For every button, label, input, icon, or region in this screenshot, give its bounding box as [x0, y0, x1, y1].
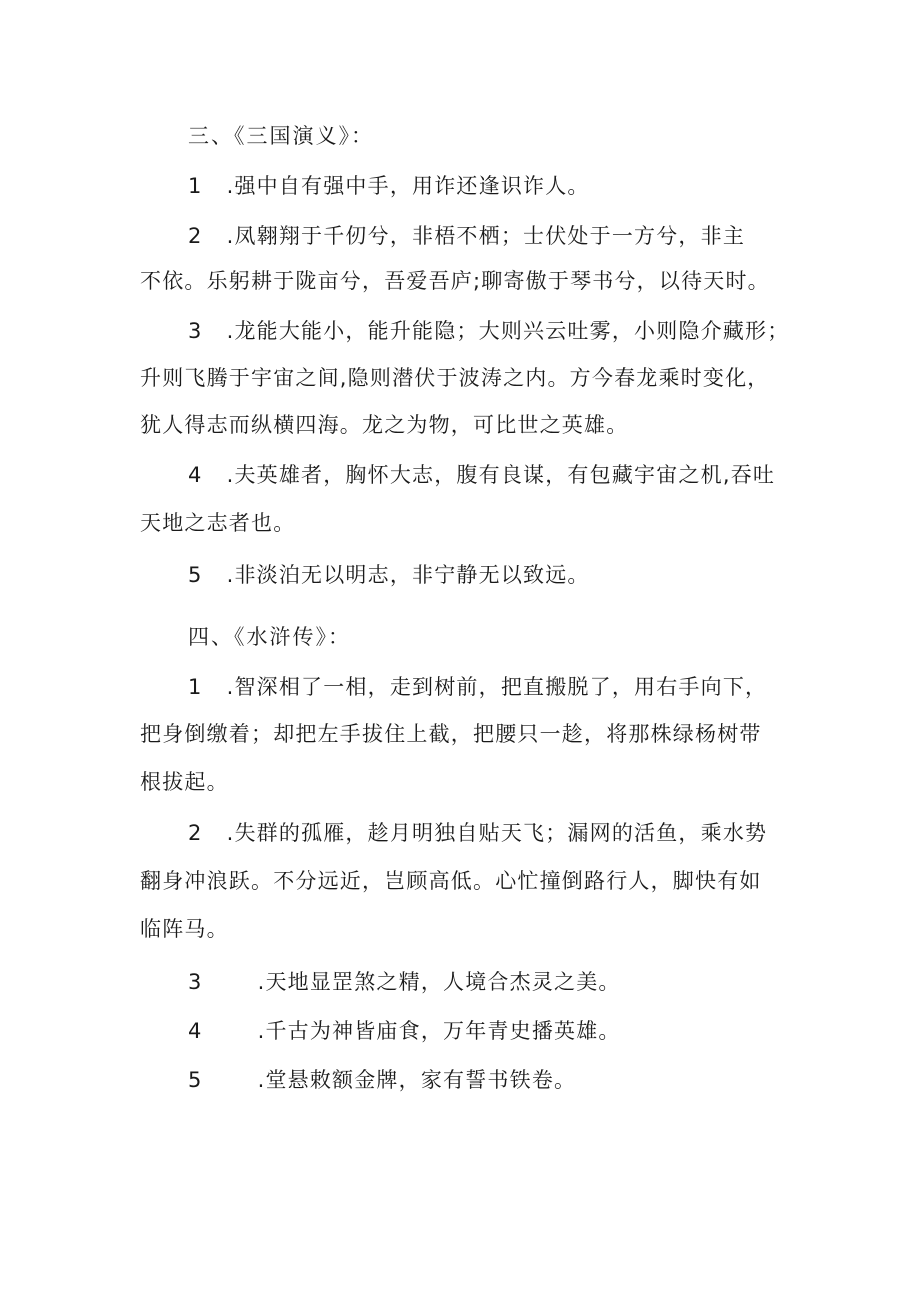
item-text-continuation: 天地之志者也。: [140, 511, 296, 535]
item-number: 4: [188, 463, 203, 487]
list-item: [188, 171, 590, 201]
item-text: .龙能大能小，能升能隐；大则兴云吐雾，小则隐介藏形；: [226, 319, 790, 343]
list-item: [188, 316, 789, 346]
item-number: 5: [188, 563, 203, 587]
item-number: 3: [188, 319, 203, 343]
item-text: .堂悬敕额金牌，家有誓书铁卷。: [257, 1068, 577, 1092]
item-number: 2: [188, 224, 203, 248]
item-number: 2: [188, 821, 203, 845]
item-text-continuation: 不依。乐躬耕于陇亩兮，吾爱吾庐;聊寄傲于琴书兮，以待天时。: [140, 269, 770, 293]
item-number: 3: [188, 970, 203, 994]
item-text-continuation: 翻身冲浪跃。不分远近，岂顾高低。心忙撞倒路行人，脚快有如: [140, 869, 762, 893]
item-number: 5: [188, 1068, 203, 1092]
list-item: [188, 967, 621, 997]
item-text-continuation: 把身倒缴着；却把左手拔住上截，把腰只一趁，将那株绿杨树带: [140, 722, 762, 746]
list-item: [188, 460, 775, 490]
item-text: .夫英雄者，胸怀大志，腹有良谋，有包藏宇宙之机,吞吐: [226, 463, 776, 487]
item-text: .智深相了一相，走到树前，把直搬脱了，用右手向下，: [226, 675, 768, 699]
item-text: .天地显罡煞之精，人境合杰灵之美。: [257, 970, 621, 994]
item-text: .千古为神皆庙食，万年青史播英雄。: [257, 1019, 621, 1043]
item-text-continuation: 根拔起。: [140, 770, 229, 794]
list-item: [188, 672, 767, 702]
item-text: .凤翱翔于千仞兮，非梧不栖；士伏处于一方兮，非主: [226, 224, 746, 248]
list-item: [188, 221, 745, 251]
item-number: 1: [188, 174, 203, 198]
item-text: .非淡泊无以明志，非宁静无以致远。: [226, 563, 590, 587]
item-text-continuation: 临阵马。: [140, 917, 229, 941]
item-number: 4: [188, 1019, 203, 1043]
item-number: 1: [188, 675, 203, 699]
item-text: .强中自有强中手，用诈还逢识诈人。: [226, 174, 590, 198]
list-item: [188, 818, 767, 848]
list-item: [188, 1065, 576, 1095]
item-text-continuation: 升则飞腾于宇宙之间,隐则潜伏于波涛之内。方今春龙乘时变化，: [140, 366, 770, 390]
section-heading: 三、《三国演义》：: [188, 124, 374, 148]
list-item: [188, 1016, 621, 1046]
item-text-continuation: 犹人得志而纵横四海。龙之为物，可比世之英雄。: [140, 413, 629, 437]
list-item: [188, 560, 590, 590]
section-heading: 四、《水浒传》：: [188, 625, 351, 649]
item-text: .失群的孤雁，趁月明独自贴天飞；漏网的活鱼，乘水势: [226, 821, 768, 845]
